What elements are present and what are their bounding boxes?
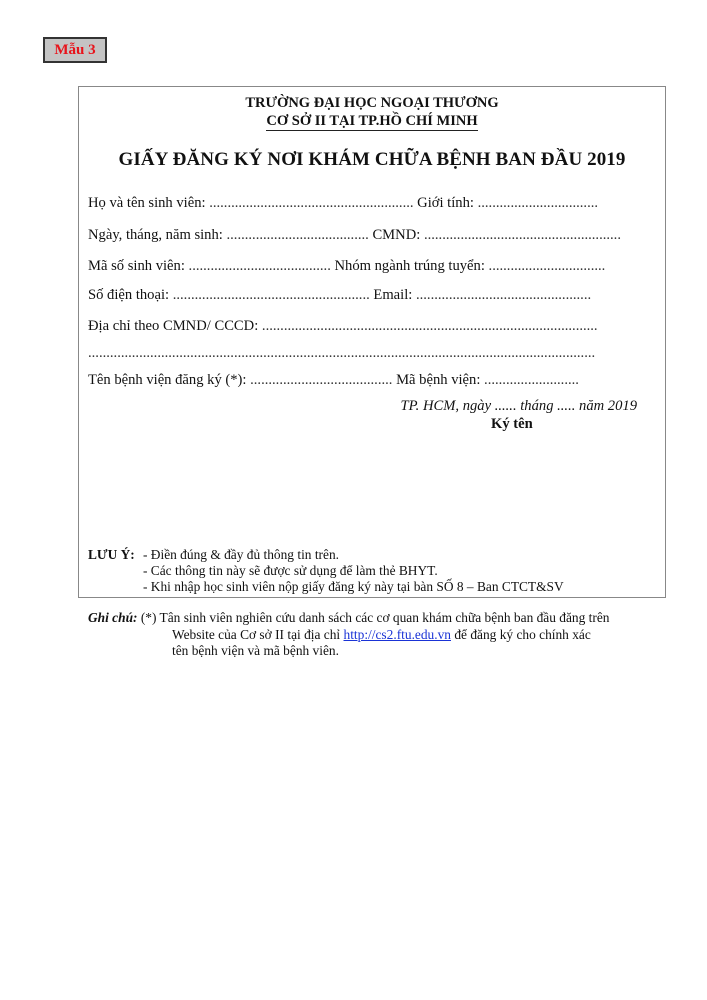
dob-field[interactable]: ....................................... xyxy=(226,227,369,243)
row-studentid-major xyxy=(88,258,605,275)
full-name-label: Họ và tên sinh viên: xyxy=(88,195,206,211)
note-item: - Khi nhập học sinh viên nộp giấy đăng ký này tại bàn SỐ 8 – Ban CTCT&SV xyxy=(143,579,564,594)
address-label: Địa chỉ theo CMND/ CCCD: xyxy=(88,318,259,334)
date-line: TP. HCM, ngày ...... tháng ..... năm 2019 xyxy=(400,398,637,414)
student-id-field[interactable]: ....................................... xyxy=(188,258,331,274)
footnote-line1 xyxy=(88,610,648,627)
row-hospital xyxy=(88,372,579,389)
footnote-line2 xyxy=(88,627,648,644)
hospital-code-label: Mã bệnh viện: xyxy=(396,372,481,388)
id-card-field[interactable]: ...................................................... xyxy=(423,227,621,243)
signature-label: Ký tên xyxy=(491,416,533,432)
form-title: GIẤY ĐĂNG KÝ NƠI KHÁM CHỮA BỆNH BAN ĐẦU 2019 xyxy=(118,149,626,170)
note-label: LƯU Ý: xyxy=(88,547,135,562)
hospital-name-field[interactable]: ....................................... xyxy=(250,372,393,388)
row-phone-email xyxy=(88,287,591,304)
dob-label: Ngày, tháng, năm sinh: xyxy=(88,227,223,243)
note-item: - Các thông tin này sẽ được sử dụng để làm thẻ BHYT. xyxy=(143,563,438,578)
footnote-text2: Website của Cơ sở II tại địa chỉ xyxy=(172,626,344,642)
footnote-section xyxy=(88,610,648,660)
website-link[interactable]: http://cs2.ftu.edu.vn xyxy=(343,626,451,642)
student-id-label: Mã số sinh viên: xyxy=(88,258,185,274)
row-name-gender xyxy=(88,195,598,212)
major-group-field[interactable]: ................................ xyxy=(488,258,606,274)
registration-form-frame xyxy=(78,86,666,598)
email-field[interactable]: ................................................ xyxy=(415,287,592,303)
id-card-label: CMND: xyxy=(372,227,421,243)
footnote-text2-post: để đăng ký cho chính xác xyxy=(451,626,591,642)
note-item: - Điền đúng & đầy đủ thông tin trên. xyxy=(143,547,339,562)
full-name-field[interactable]: ........................................................ xyxy=(209,195,414,211)
major-group-label: Nhóm ngành trúng tuyển: xyxy=(334,258,485,274)
address-field[interactable]: ............................................................................................ xyxy=(261,318,598,334)
campus-name: CƠ SỞ II TẠI TP.HỒ CHÍ MINH xyxy=(266,113,478,129)
gender-field[interactable]: ................................. xyxy=(477,195,599,211)
gender-label: Giới tính: xyxy=(417,195,474,211)
note-items xyxy=(143,547,564,595)
row-address xyxy=(88,318,598,335)
hospital-code-field[interactable]: .......................... xyxy=(484,372,579,388)
university-name: TRƯỜNG ĐẠI HỌC NGOẠI THƯƠNG xyxy=(245,95,499,111)
footnote-line3: tên bệnh viện và mã bệnh viên. xyxy=(172,643,339,658)
footnote-text1: (*) Tân sinh viên nghiên cứu danh sách các cơ quan khám chữa bệnh ban đầu đăng trên xyxy=(137,610,610,625)
note-section xyxy=(88,547,564,594)
address-line2-field[interactable]: ........................................................................................................................................... xyxy=(88,345,596,361)
hospital-name-label: Tên bệnh viện đăng ký (*): xyxy=(88,372,247,388)
row-address-line2 xyxy=(88,345,595,362)
email-label: Email: xyxy=(373,287,413,303)
footnote-label: Ghi chú: xyxy=(88,610,138,625)
phone-field[interactable]: ...................................................... xyxy=(172,287,370,303)
form-tag-badge: Mẫu 3 xyxy=(43,37,107,63)
row-dob-idcard xyxy=(88,227,621,244)
campus-name-wrap xyxy=(79,113,665,130)
phone-label: Số điện thoại: xyxy=(88,287,170,303)
